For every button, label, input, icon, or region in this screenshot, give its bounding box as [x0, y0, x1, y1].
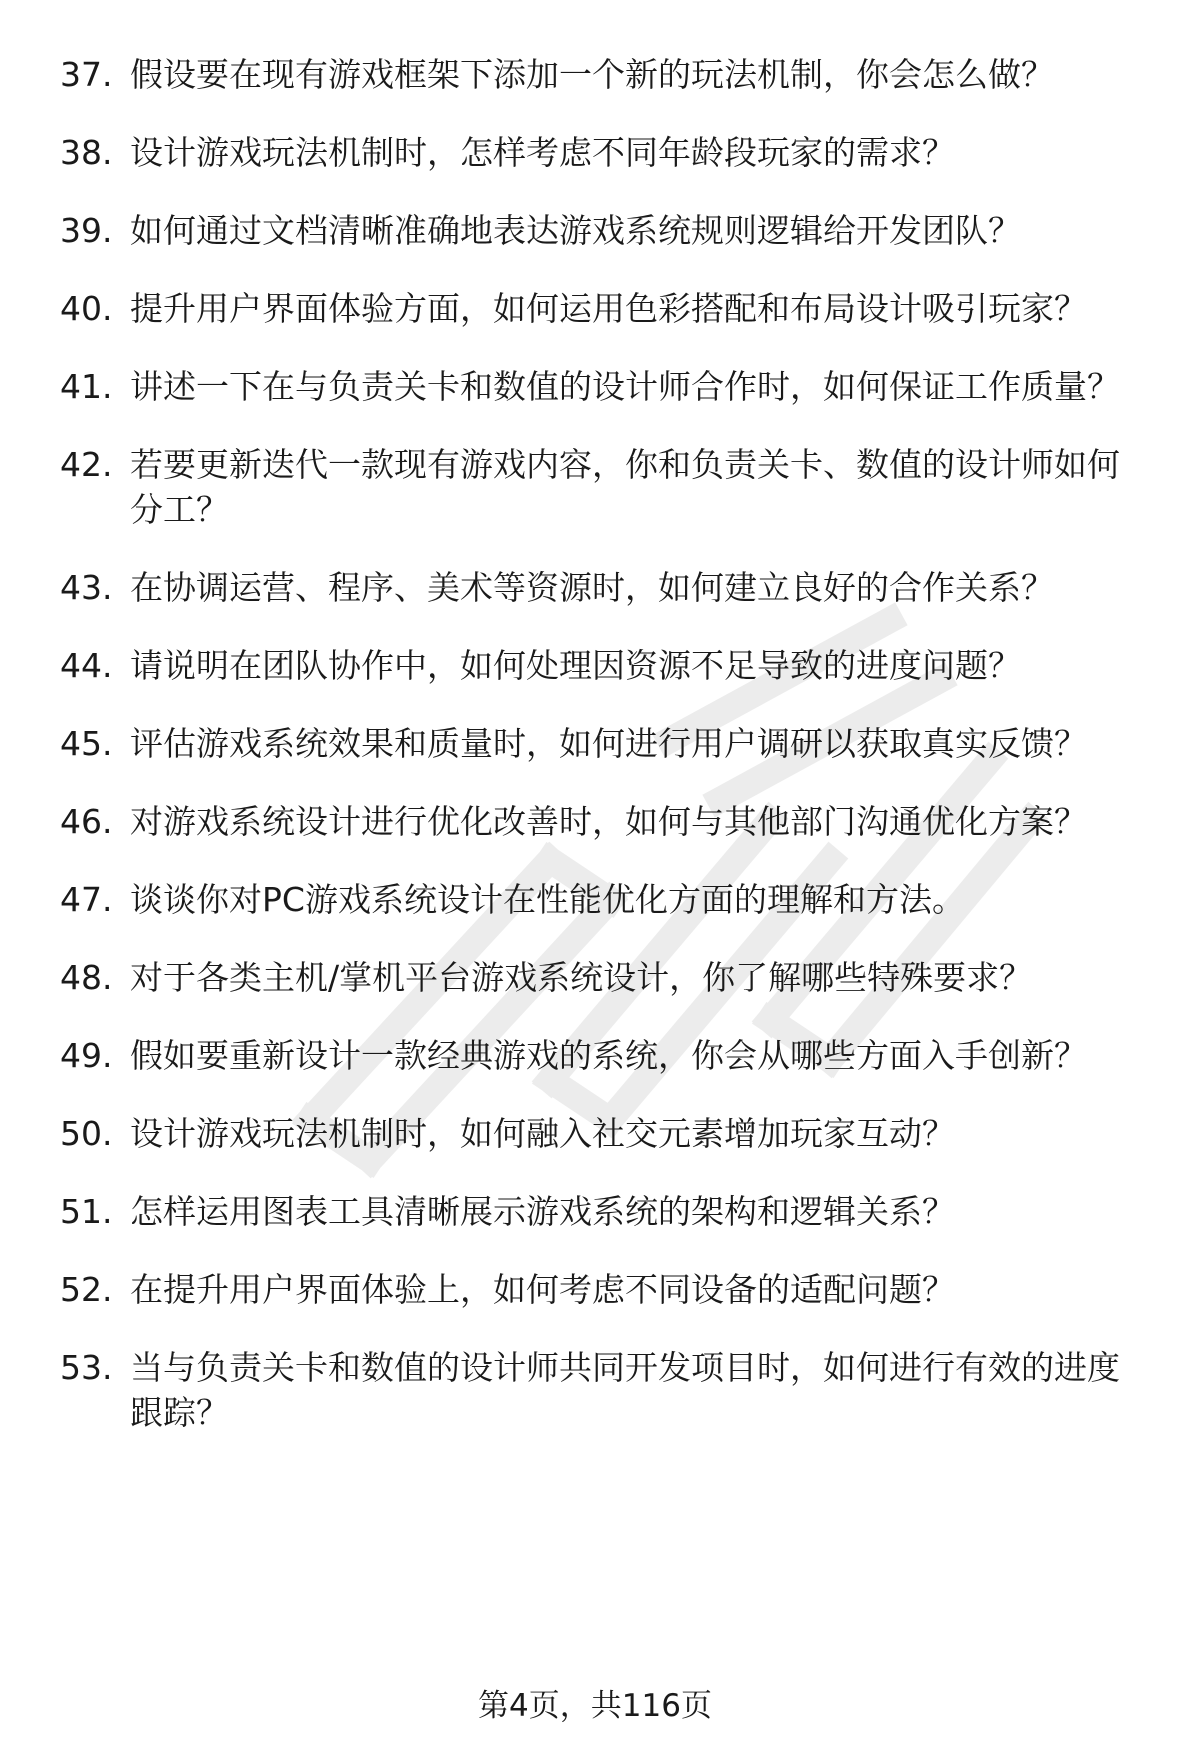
question-item: [60, 364, 1140, 409]
page-number-footer: 第4页，共116页: [478, 1688, 712, 1724]
question-item: [60, 286, 1140, 331]
question-item: [60, 877, 1140, 922]
question-item: [60, 208, 1140, 253]
question-number: 53.: [60, 1348, 113, 1387]
question-number: 45.: [60, 724, 113, 763]
question-text: 如何通过文档清晰准确地表达游戏系统规则逻辑给开发团队？: [130, 211, 1021, 250]
question-text: 提升用户界面体验方面，如何运用色彩搭配和布局设计吸引玩家？: [130, 289, 1087, 328]
question-text: 谈谈你对PC游戏系统设计在性能优化方面的理解和方法。: [130, 880, 965, 919]
question-item: [60, 955, 1140, 1000]
question-item: [60, 643, 1140, 688]
question-text: 设计游戏玩法机制时，怎样考虑不同年龄段玩家的需求？: [130, 133, 955, 172]
question-text: 假设要在现有游戏框架下添加一个新的玩法机制，你会怎么做？: [130, 55, 1054, 94]
question-item: [60, 565, 1140, 610]
question-number: 47.: [60, 880, 113, 919]
question-number: 49.: [60, 1036, 113, 1075]
question-number: 48.: [60, 958, 113, 997]
question-list: [60, 52, 1140, 1468]
question-text: 设计游戏玩法机制时，如何融入社交元素增加玩家互动？: [130, 1114, 955, 1153]
question-number: 41.: [60, 367, 113, 406]
question-text: 评估游戏系统效果和质量时，如何进行用户调研以获取真实反馈？: [130, 724, 1087, 763]
question-number: 43.: [60, 568, 113, 607]
question-item: [60, 130, 1140, 175]
question-text: 怎样运用图表工具清晰展示游戏系统的架构和逻辑关系？: [130, 1192, 955, 1231]
question-number: 37.: [60, 55, 113, 94]
question-text: 在提升用户界面体验上，如何考虑不同设备的适配问题？: [130, 1270, 955, 1309]
question-item: [60, 1111, 1140, 1156]
question-number: 44.: [60, 646, 113, 685]
question-text: 请说明在团队协作中，如何处理因资源不足导致的进度问题？: [130, 646, 1021, 685]
question-text: 若要更新迭代一款现有游戏内容，你和负责关卡、数值的设计师如何分工？: [130, 445, 1120, 529]
question-text: 对游戏系统设计进行优化改善时，如何与其他部门沟通优化方案？: [130, 802, 1087, 841]
question-number: 50.: [60, 1114, 113, 1153]
question-text: 假如要重新设计一款经典游戏的系统，你会从哪些方面入手创新？: [130, 1036, 1087, 1075]
question-text: 当与负责关卡和数值的设计师共同开发项目时，如何进行有效的进度跟踪？: [130, 1348, 1120, 1432]
question-item: [60, 799, 1140, 844]
question-number: 46.: [60, 802, 113, 841]
question-item: [60, 721, 1140, 766]
question-item: [60, 1267, 1140, 1312]
question-text: 讲述一下在与负责关卡和数值的设计师合作时，如何保证工作质量？: [130, 367, 1120, 406]
question-item: [60, 1033, 1140, 1078]
question-item: [60, 1189, 1140, 1234]
question-text: 在协调运营、程序、美术等资源时，如何建立良好的合作关系？: [130, 568, 1054, 607]
question-number: 51.: [60, 1192, 113, 1231]
question-item: [60, 52, 1140, 97]
question-number: 38.: [60, 133, 113, 172]
question-number: 40.: [60, 289, 113, 328]
question-number: 42.: [60, 445, 113, 484]
question-number: 39.: [60, 211, 113, 250]
question-item: [60, 1345, 1140, 1435]
question-item: [60, 442, 1140, 532]
question-text: 对于各类主机/掌机平台游戏系统设计，你了解哪些特殊要求？: [130, 958, 1033, 997]
question-number: 52.: [60, 1270, 113, 1309]
